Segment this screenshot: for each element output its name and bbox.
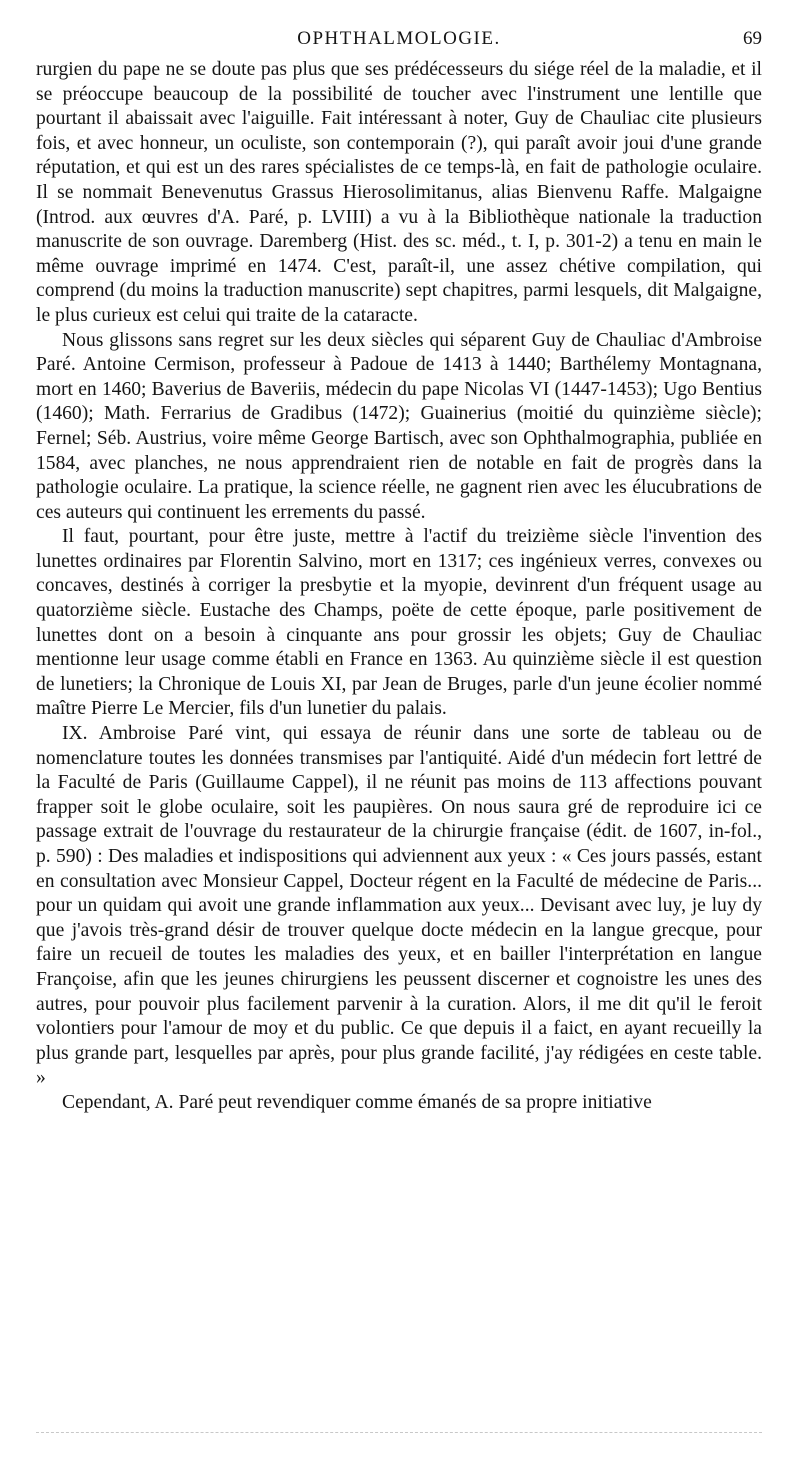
paragraph-1: rurgien du pape ne se doute pas plus que ses prédécesseurs du siége réel de la maladie, et il se préoccupe beaucoup de la possibilité de toucher avec l'instrument une lentille que pourtant il abaissait avec l'aiguille. Fait intéressant à noter, Guy de Chauliac cite plusieurs fois, et avec honneur, un oculiste, son contemporain (?), qui paraît avoir joui d'une grande réputation, et qui est un des rares spécialistes de ce temps-là, en fait de pathologie oculaire. Il se nommait Benevenutus Grassus Hierosolimitanus, alias Bienvenu Raffe. Malgaigne (Introd. aux œuvres d'A. Paré, p. LVIII) a vu à la Bibliothèque nationale la traduction manuscrite de son ouvrage. Daremberg (Hist. des sc. méd., t. I, p. 301-2) a tenu en main le même ouvrage imprimé en 1474. C'est, paraît-il, une assez chétive compilation, qui comprend (du moins la traduction manuscrite) sept chapitres, parmi lesquels, dit Malgaigne, le plus curieux est celui qui traite de la cataracte. xyxy=(36,59,762,326)
page-header xyxy=(36,28,762,58)
paragraph-4: IX. Ambroise Paré vint, qui essaya de réunir dans une sorte de tableau ou de nomenclature toutes les données transmises par l'antiquité. Aidé d'un médecin fort lettré de la Faculté de Paris (Guillaume Cappel), il ne réunit pas moins de 113 affections pouvant frapper soit le globe oculaire, soit les paupières. On nous saura gré de reproduire ici ce passage extrait de l'ouvrage du restaurateur de la chirurgie française (édit. de 1607, in-fol., p. 590) : Des maladies et indispositions qui adviennent aux yeux : « Ces jours passés, estant en consultation avec Monsieur Cappel, Docteur régent en la Faculté de médecine de Paris... pour un quidam qui avoit une grande inflammation aux yeux... Devisant avec luy, je luy dy que j'avois très-grand désir de trouver quelque docte médecin en la langue grecque, pour faire un recueil de toutes les maladies des yeux, et en bailler l'interprétation en langue Françoise, afin que les jeunes chirurgiens les peussent discerner et cognoistre les unes des autres, pour pouvoir plus facilement parvenir à la curation. Alors, il me dit qu'il le feroit volontiers pour l'amour de moy et du public. Ce que depuis il a faict, en ayant recueilly la plus grande part, lesquelles par après, pour plus grande facilité, j'ay rédigées en ceste table. » xyxy=(36,723,762,1089)
bottom-rule xyxy=(36,1432,762,1433)
paragraph-5: Cependant, A. Paré peut revendiquer comme émanés de sa propre initiative xyxy=(62,1091,652,1113)
body-text xyxy=(36,58,762,1116)
paragraph-2: Nous glissons sans regret sur les deux siècles qui séparent Guy de Chauliac d'Ambroise Paré. Antoine Cermison, professeur à Padoue de 1413 à 1440; Barthélemy Montagnana, mort en 1460; Baverius de Baveriis, médecin du pape Nicolas VI (1447-1453); Ugo Bentius (1460); Math. Ferrarius de Gradibus (1472); Guainerius (moitié du quinzième siècle); Fernel; Séb. Austrius, voire même George Bartisch, avec son Ophthalmographia, publiée en 1584, avec planches, ne nous apprendraient rien de notable en fait de progrès dans la pathologie oculaire. La pratique, la science réelle, ne gagnent rien avec les élucubrations de ces auteurs qui continuent les errements du passé. xyxy=(36,329,762,523)
running-title: OPHTHALMOLOGIE. xyxy=(297,28,501,49)
paragraph-3: Il faut, pourtant, pour être juste, mettre à l'actif du treizième siècle l'invention des lunettes ordinaires par Florentin Salvino, mort en 1317; ces ingénieux verres, convexes ou concaves, destinés à corriger la presbytie et la myopie, devinrent d'un fréquent usage au quatorzième siècle. Eustache des Champs, poëte de cette époque, parle positivement de lunettes dont on a besoin à cinquante ans pour grossir les objets; Guy de Chauliac mentionne leur usage comme établi en France en 1363. Au quinzième siècle il est question de lunetiers; la Chronique de Louis XI, par Jean de Bruges, parle d'un jeune écolier nommé maître Pierre Le Mercier, fils d'un lunetier du palais. xyxy=(36,526,762,720)
page-number: 69 xyxy=(743,28,762,49)
